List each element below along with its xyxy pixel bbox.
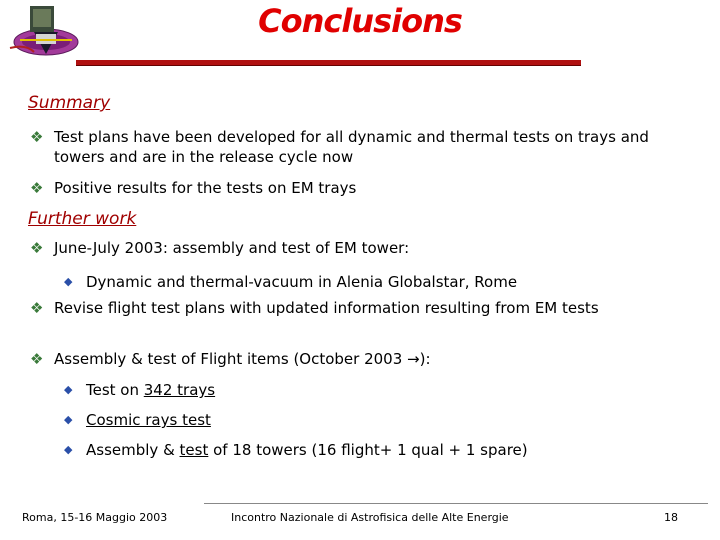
footer-page-number: 18 — [664, 511, 678, 524]
small-diamond-bullet-icon: ◆ — [64, 383, 73, 396]
bullet-text: Revise flight test plans with updated information resulting from EM tests — [54, 299, 599, 317]
bullet-text: Positive results for the tests on EM trays — [54, 179, 357, 197]
sub-list-item — [64, 272, 664, 292]
sub-list-item — [64, 410, 664, 430]
small-diamond-bullet-icon: ◆ — [64, 413, 73, 426]
sub-list-item — [64, 380, 664, 400]
sub-item-suffix: of 18 towers (16 flight+ 1 qual + 1 spare) — [208, 441, 528, 459]
small-diamond-bullet-icon: ◆ — [64, 443, 73, 456]
diamond-clover-bullet-icon: ❖ — [30, 299, 44, 317]
sub-item-text: Dynamic and thermal-vacuum in Alenia Globalstar, Rome — [86, 273, 518, 291]
bullet-item — [30, 298, 650, 318]
bullet-item — [30, 349, 650, 369]
footer-date-location: Roma, 15-16 Maggio 2003 — [22, 511, 168, 524]
bullet-item — [30, 238, 650, 258]
diamond-clover-bullet-icon: ❖ — [30, 239, 44, 257]
diamond-clover-bullet-icon: ❖ — [30, 179, 44, 197]
sub-list-item — [64, 440, 664, 460]
link-cosmic-rays-test[interactable]: Cosmic rays test — [86, 411, 211, 429]
section-heading-summary: Summary — [28, 93, 111, 113]
section-heading-further-work: Further work — [28, 209, 137, 229]
footer-divider — [204, 503, 708, 504]
diamond-clover-bullet-icon: ❖ — [30, 350, 44, 368]
bullet-text: Test plans have been developed for all dynamic and thermal tests on trays and towers and are in the release cycle now — [54, 128, 649, 166]
slide-title: Conclusions — [258, 2, 462, 40]
small-diamond-bullet-icon: ◆ — [64, 275, 73, 288]
bullet-text: Assembly & test of Flight items (October 2003 →): — [54, 350, 431, 368]
bullet-item — [30, 127, 650, 167]
link-342-trays[interactable]: 342 trays — [143, 381, 216, 399]
sub-item-prefix: Assembly & — [86, 441, 180, 459]
footer-event-name: Incontro Nazionale di Astrofisica delle Alte Energie — [231, 511, 509, 524]
bullet-item — [30, 178, 650, 198]
sub-item-prefix: Test on — [86, 381, 144, 399]
bullet-text: June-July 2003: assembly and test of EM tower: — [54, 239, 410, 257]
link-test[interactable]: test — [179, 441, 209, 459]
diamond-clover-bullet-icon: ❖ — [30, 128, 44, 146]
title-underline-bar — [76, 60, 581, 66]
